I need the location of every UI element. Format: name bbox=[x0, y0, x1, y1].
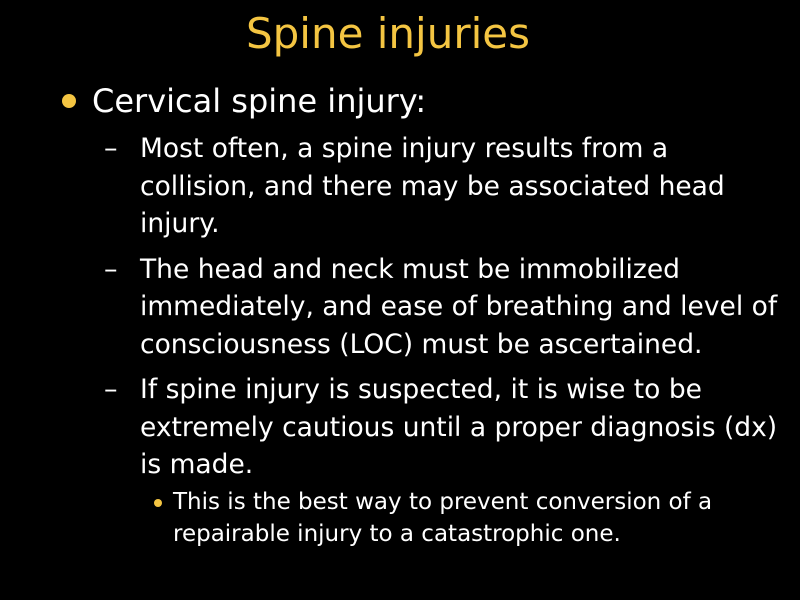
slide-title: Spine injuries bbox=[245, 9, 531, 58]
sub-bullet-text: Most often, a spine injury results from a collision, and there may be associated head injury. bbox=[140, 133, 725, 239]
dash-icon: – bbox=[104, 253, 118, 285]
small-bullet-dot-icon bbox=[154, 499, 162, 507]
sub-sub-bullet-text: This is the best way to prevent conversion of a repairable injury to a catastrophic one. bbox=[173, 488, 713, 547]
dash-icon: – bbox=[104, 133, 118, 164]
bullet-dot-icon bbox=[62, 94, 76, 108]
sub-bullet-item bbox=[104, 251, 790, 364]
bullet-item bbox=[62, 80, 782, 550]
dash-icon: – bbox=[104, 374, 118, 405]
sub-bullet-list bbox=[104, 130, 794, 550]
sub-bullet-item bbox=[104, 371, 790, 550]
bullet-list bbox=[62, 80, 782, 550]
sub-sub-bullet-list bbox=[140, 486, 790, 550]
sub-sub-bullet-item bbox=[140, 486, 800, 550]
bullet-text: Cervical spine injury: bbox=[92, 82, 427, 120]
sub-bullet-item bbox=[104, 130, 790, 243]
sub-bullet-text: If spine injury is suspected, it is wise to be extremely cautious until a proper diagnosis (dx) is made. bbox=[140, 374, 778, 480]
sub-bullet-text: The head and neck must be immobilized immediately, and ease of breathing and level of consciousness (LOC) must be ascertained. bbox=[140, 253, 778, 360]
